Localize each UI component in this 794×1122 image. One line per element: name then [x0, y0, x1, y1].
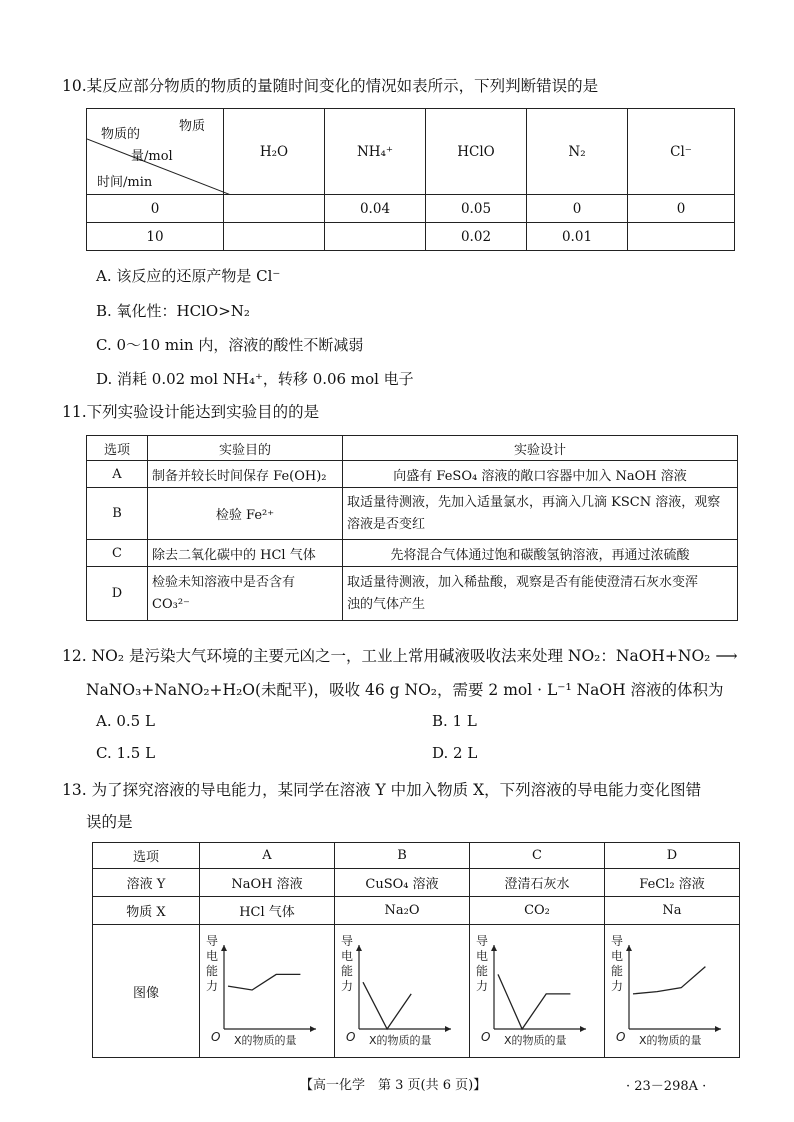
x-axis-arrow	[715, 1026, 721, 1032]
q11-opt: C	[87, 540, 148, 567]
q10-header-bottom: 时间/min	[97, 175, 153, 190]
q10-option-b: B. 氧化性：HClO>N₂	[96, 302, 250, 320]
q10-header-top: 物质	[179, 119, 206, 134]
q10-col-nh4: NH₄⁺	[325, 109, 426, 195]
q10-option-a: A. 该反应的还原产物是 Cl⁻	[96, 267, 281, 285]
y-axis-label: 力	[341, 979, 354, 993]
y-axis-label: 能	[476, 964, 489, 978]
q13-solution: 澄清石灰水	[470, 869, 605, 897]
q10-time: 10	[87, 223, 224, 251]
q11-opt: B	[87, 488, 148, 540]
series-line	[228, 974, 300, 990]
q13-solution: NaOH 溶液	[200, 869, 335, 897]
y-axis-label: 力	[476, 979, 489, 993]
q13-label-solution: 溶液 Y	[93, 869, 200, 897]
q13-graph-cell	[335, 925, 470, 1058]
q11-design-line: 取适量待测液，先加入适量氯水，再滴入几滴 KSCN 溶液，观察	[347, 494, 721, 510]
y-axis-label: 导	[206, 934, 219, 948]
q10-cell: 0.02	[426, 223, 527, 251]
y-axis-arrow	[626, 945, 632, 951]
q11-design-line: 溶液是否变红	[347, 516, 426, 532]
q11-header-design: 实验设计	[343, 436, 738, 461]
q10-col-n2: N₂	[527, 109, 628, 195]
q10-option-c: C. 0～10 min 内，溶液的酸性不断减弱	[96, 336, 364, 354]
x-axis-label: X的物质的量	[639, 1034, 702, 1047]
y-axis-label: 力	[611, 979, 624, 993]
y-axis-label: 力	[206, 979, 219, 993]
q13-graph-cell	[470, 925, 605, 1058]
series-line	[633, 967, 705, 994]
y-axis-label: 导	[611, 934, 624, 948]
q10-cell	[628, 223, 735, 251]
table-row	[87, 540, 738, 567]
q11-design	[343, 488, 738, 540]
q11-design	[343, 567, 738, 621]
q13-graph-cell	[200, 925, 335, 1058]
q11-purpose	[148, 567, 343, 621]
q11-header-purpose: 实验目的	[148, 436, 343, 461]
q12-option-c: C. 1.5 L	[96, 744, 156, 762]
q13-line1: 13. 为了探究溶液的导电能力，某同学在溶液 Y 中加入物质 X，下列溶液的导电能力变化图错	[62, 781, 702, 799]
q12-option-b: B. 1 L	[432, 712, 477, 730]
q11-design: 先将混合气体通过饱和碳酸氢钠溶液，再通过浓硫酸	[343, 540, 738, 567]
q11-opt: D	[87, 567, 148, 621]
q11-purpose-line: CO₃²⁻	[152, 596, 190, 612]
q11-design-line: 浊的气体产生	[347, 596, 426, 612]
q12-option-a: A. 0.5 L	[96, 712, 155, 730]
q10-cell: 0	[527, 195, 628, 223]
y-axis-arrow	[491, 945, 497, 951]
q10-header-mid1: 物质的	[101, 127, 141, 142]
q10-cell: 0	[628, 195, 735, 223]
graph-d	[605, 925, 739, 1053]
q10-cell: 0.05	[426, 195, 527, 223]
q10-header-diagonal-cell	[87, 109, 224, 195]
origin-label: O	[616, 1030, 626, 1044]
footer-code: · 23－298A ·	[626, 1079, 707, 1094]
q11-design: 向盛有 FeSO₄ 溶液的敞口容器中加入 NaOH 溶液	[343, 461, 738, 488]
y-axis-label: 导	[476, 934, 489, 948]
y-axis-arrow	[221, 945, 227, 951]
q12-line1: 12. NO₂ 是污染大气环境的主要元凶之一，工业上常用碱液吸收法来处理 NO₂：NaOH+NO₂ ⟶	[62, 647, 738, 665]
table-row	[87, 488, 738, 540]
q13-opt: A	[200, 843, 335, 869]
q11-header-option: 选项	[87, 436, 148, 461]
q13-graph-cell	[605, 925, 740, 1058]
q10-cell	[224, 195, 325, 223]
graph-b	[335, 925, 469, 1053]
y-axis-label: 导	[341, 934, 354, 948]
q13-substance: Na	[605, 897, 740, 925]
series-line	[363, 982, 411, 1029]
q13-opt: B	[335, 843, 470, 869]
table-row	[87, 461, 738, 488]
q13-table	[92, 842, 740, 1058]
q11-design-line: 取适量待测液，加入稀盐酸，观察是否有能使澄清石灰水变浑	[347, 574, 699, 590]
q13-line2: 误的是	[86, 813, 133, 831]
origin-label: O	[211, 1030, 221, 1044]
graph-c	[470, 925, 604, 1053]
y-axis-label: 电	[341, 949, 354, 963]
q12-line2: NaNO₃+NaNO₂+H₂O(未配平)，吸收 46 g NO₂，需要 2 mol · L⁻¹ NaOH 溶液的体积为	[86, 681, 724, 699]
x-axis-arrow	[445, 1026, 451, 1032]
y-axis-arrow	[356, 945, 362, 951]
origin-label: O	[346, 1030, 356, 1044]
q11-purpose-line: 检验未知溶液中是否含有	[152, 574, 296, 590]
x-axis-arrow	[310, 1026, 316, 1032]
table-row	[87, 195, 735, 223]
q12-option-d: D. 2 L	[432, 744, 478, 762]
q13-substance: HCl 气体	[200, 897, 335, 925]
q13-label-substance: 物质 X	[93, 897, 200, 925]
q11-purpose: 制备并较长时间保存 Fe(OH)₂	[148, 461, 343, 488]
q13-substance: Na₂O	[335, 897, 470, 925]
y-axis-label: 能	[611, 964, 624, 978]
q10-col-h2o: H₂O	[224, 109, 325, 195]
y-axis-label: 电	[476, 949, 489, 963]
x-axis-label: X的物质的量	[234, 1034, 297, 1047]
q10-header-mid2: 量/mol	[131, 149, 173, 164]
graph-a	[200, 925, 334, 1053]
table-row	[87, 223, 735, 251]
q10-cell	[224, 223, 325, 251]
series-line	[498, 974, 570, 1029]
q11-opt: A	[87, 461, 148, 488]
q13-label-graph: 图像	[93, 925, 200, 1058]
q10-col-cl: Cl⁻	[628, 109, 735, 195]
q10-cell	[325, 223, 426, 251]
x-axis-arrow	[580, 1026, 586, 1032]
q10-cell: 0.01	[527, 223, 628, 251]
q10-cell: 0.04	[325, 195, 426, 223]
q10-stem: 10.某反应部分物质的物质的量随时间变化的情况如表所示，下列判断错误的是	[62, 77, 599, 95]
q10-time: 0	[87, 195, 224, 223]
y-axis-label: 电	[206, 949, 219, 963]
q11-stem: 11.下列实验设计能达到实验目的的是	[62, 403, 320, 421]
footer-page-info: 【高一化学 第 3 页(共 6 页)】	[300, 1078, 487, 1093]
q13-opt: D	[605, 843, 740, 869]
q11-purpose: 检验 Fe²⁺	[148, 488, 343, 540]
q11-purpose: 除去二氧化碳中的 HCl 气体	[148, 540, 343, 567]
y-axis-label: 电	[611, 949, 624, 963]
x-axis-label: X的物质的量	[369, 1034, 432, 1047]
q13-opt: C	[470, 843, 605, 869]
origin-label: O	[481, 1030, 491, 1044]
q11-table	[86, 435, 738, 621]
q13-label-option: 选项	[93, 843, 200, 869]
x-axis-label: X的物质的量	[504, 1034, 567, 1047]
q13-substance: CO₂	[470, 897, 605, 925]
q10-col-hclo: HClO	[426, 109, 527, 195]
y-axis-label: 能	[341, 964, 354, 978]
q10-table	[86, 108, 735, 251]
q13-solution: CuSO₄ 溶液	[335, 869, 470, 897]
table-row	[87, 567, 738, 621]
q13-solution: FeCl₂ 溶液	[605, 869, 740, 897]
q10-option-d: D. 消耗 0.02 mol NH₄⁺，转移 0.06 mol 电子	[96, 370, 414, 388]
y-axis-label: 能	[206, 964, 219, 978]
